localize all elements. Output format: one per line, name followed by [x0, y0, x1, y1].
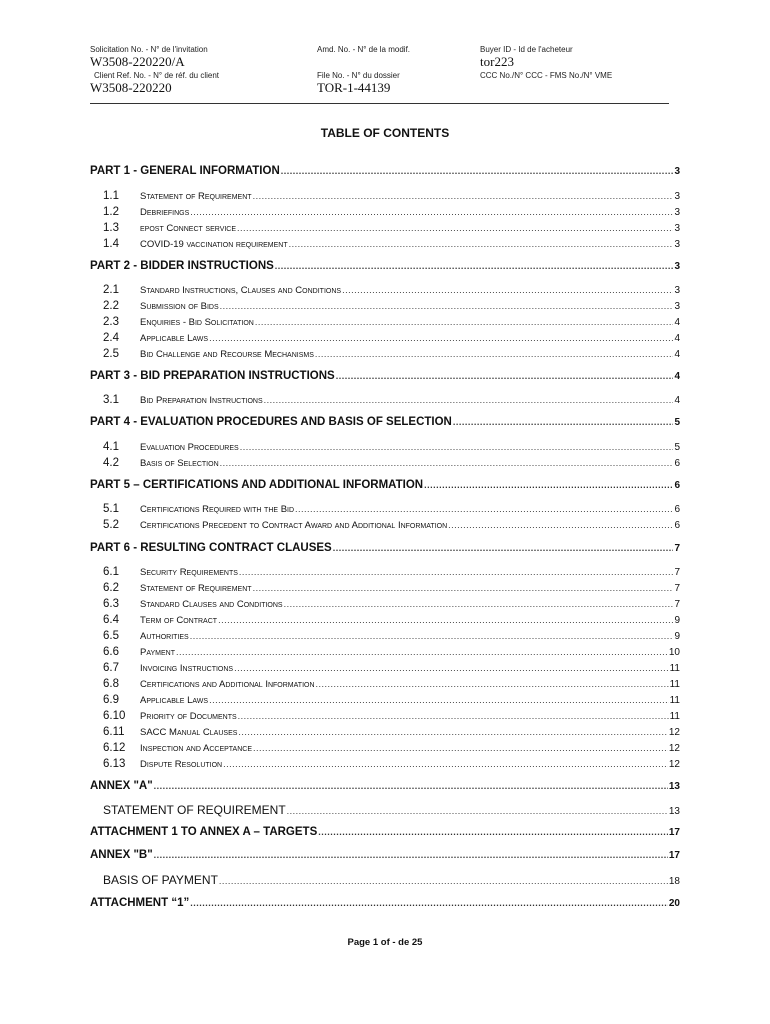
toc-entry-title: Priority of Documents: [140, 711, 237, 722]
buyer-id: tor223: [480, 54, 514, 69]
toc-entry-title: Certifications Required with the Bid: [140, 504, 295, 515]
toc-entry-title: PART 4 - EVALUATION PROCEDURES AND BASIS OF SELECTION: [90, 416, 452, 428]
toc-leader-dots: [154, 850, 668, 860]
toc-entry-number: 1.4: [103, 238, 119, 250]
toc-entry-title: Statement of Requirement: [140, 583, 252, 594]
toc-entry-title: Basis of Selection: [140, 458, 219, 469]
toc-leader-dots: [453, 417, 674, 427]
toc-entry-title: Dispute Resolution: [140, 759, 223, 770]
toc-entry-page: 3: [674, 207, 680, 218]
toc-leader-dots: [424, 480, 673, 490]
toc-entry-number: 5.1: [103, 503, 119, 515]
toc-entry-number: 6.5: [103, 630, 119, 642]
toc-leader-dots: [209, 333, 673, 343]
toc-entry-page: 17: [668, 850, 680, 861]
toc-entry-page: 4: [674, 317, 680, 328]
toc-entry[interactable]: [90, 479, 680, 491]
toc-entry-number: 5.2: [103, 519, 119, 531]
toc-entry-title: Applicable Laws: [140, 333, 209, 344]
toc-entry-number: 1.3: [103, 222, 119, 234]
toc-entry-page: 12: [668, 759, 680, 770]
toc-entry-title: PART 5 – CERTIFICATIONS AND ADDITIONAL INFORMATION: [90, 479, 424, 491]
toc-entry-page: 4: [674, 333, 680, 344]
toc-entry-page: 6: [674, 458, 680, 469]
solicitation-label: Solicitation No. - N° de l'invitation: [90, 45, 208, 54]
toc-leader-dots: [275, 261, 674, 271]
amendment-block: [317, 45, 410, 54]
toc-entry-title: Bid Challenge and Recourse Mechanisms: [140, 349, 314, 360]
toc-entry-title: Debriefings: [140, 207, 190, 218]
toc-entry[interactable]: [90, 457, 680, 469]
client-ref-value-block: [90, 80, 172, 96]
toc-entry-page: 4: [674, 371, 680, 382]
toc-entry[interactable]: [90, 662, 680, 674]
toc-leader-dots: [253, 743, 668, 753]
solicitation-number: W3508-220220/A: [90, 54, 185, 69]
toc-entry[interactable]: [90, 826, 680, 838]
toc-entry-number: 2.2: [103, 300, 119, 312]
toc-entry-number: 6.13: [103, 758, 126, 770]
toc-leader-dots: [239, 567, 674, 577]
toc-entry-title: ANNEX "A": [90, 780, 153, 792]
header-divider: [90, 103, 669, 104]
toc-entry-title: Invoicing Instructions: [140, 663, 234, 674]
toc-entry-page: 7: [674, 583, 680, 594]
toc-leader-dots: [176, 647, 668, 657]
toc-leader-dots: [333, 543, 674, 553]
toc-entry-title: epost Connect service: [140, 223, 237, 234]
toc-entry-number: 6.12: [103, 742, 126, 754]
toc-leader-dots: [264, 395, 674, 405]
toc-entry-number: 6.6: [103, 646, 119, 658]
toc-entry[interactable]: [90, 678, 680, 690]
toc-entry[interactable]: [90, 316, 680, 328]
toc-entry-title: Applicable Laws: [140, 695, 209, 706]
toc-entry-title: PART 6 - RESULTING CONTRACT CLAUSES: [90, 542, 332, 554]
toc-entry-page: 3: [674, 166, 680, 177]
toc-leader-dots: [218, 615, 673, 625]
toc-entry[interactable]: [90, 566, 680, 578]
toc-entry-number: 6.2: [103, 582, 119, 594]
toc-entry-page: 4: [674, 395, 680, 406]
toc-entry-number: 2.3: [103, 316, 119, 328]
toc-entry-number: 2.5: [103, 348, 119, 360]
toc-entry-number: 6.4: [103, 614, 119, 626]
toc-entry-title: COVID-19 vaccination requirement: [140, 239, 288, 250]
toc-entry[interactable]: [90, 416, 680, 428]
ccc-block: [480, 71, 612, 80]
toc-entry-number: 2.4: [103, 332, 119, 344]
toc-entry-title: PART 2 - BIDDER INSTRUCTIONS: [90, 260, 274, 272]
toc-entry[interactable]: [90, 582, 680, 594]
toc-leader-dots: [255, 317, 674, 327]
toc-entry[interactable]: [90, 694, 680, 706]
toc-entry[interactable]: [90, 190, 680, 202]
toc-entry[interactable]: [90, 348, 680, 360]
toc-leader-dots: [295, 504, 673, 514]
toc-leader-dots: [289, 239, 674, 249]
toc-entry-number: 6.11: [103, 726, 125, 738]
file-block: [317, 71, 400, 96]
toc-entry-number: 6.9: [103, 694, 119, 706]
toc-leader-dots: [190, 631, 674, 641]
toc-entry-title: Payment: [140, 647, 175, 658]
toc-leader-dots: [219, 876, 668, 886]
toc-entry-page: 6: [674, 504, 680, 515]
toc-leader-dots: [190, 207, 673, 217]
toc-leader-dots: [318, 827, 668, 837]
toc-entry[interactable]: [90, 710, 680, 722]
toc-entry-page: 6: [674, 520, 680, 531]
toc-leader-dots: [238, 711, 669, 721]
toc-entry-title: Enquiries - Bid Solicitation: [140, 317, 254, 328]
toc-entry-number: 1.1: [103, 190, 119, 202]
toc-entry-page: 4: [674, 349, 680, 360]
toc-entry[interactable]: [90, 222, 680, 234]
toc-entry-page: 6: [674, 480, 680, 491]
toc-entry-page: 5: [674, 417, 680, 428]
client-ref-number: W3508-220220: [90, 80, 172, 95]
toc-entry[interactable]: [90, 260, 680, 272]
toc-leader-dots: [287, 806, 668, 816]
ccc-label: CCC No./N° CCC - FMS No./N° VME: [480, 71, 613, 80]
toc-entry-title: Certifications and Additional Information: [140, 679, 315, 690]
toc-entry[interactable]: [90, 284, 680, 296]
toc-leader-dots: [336, 371, 674, 381]
toc-entry-page: 13: [668, 806, 680, 817]
toc-entry[interactable]: [90, 758, 680, 770]
toc-entry[interactable]: [90, 803, 680, 817]
toc-leader-dots: [342, 285, 673, 295]
page-number: Page 1 of - de 25: [347, 937, 423, 948]
toc-entry-number: 6.7: [103, 662, 119, 674]
buyer-label: Buyer ID - Id de l'acheteur: [480, 45, 573, 54]
toc-entry[interactable]: [90, 780, 680, 792]
toc-entry[interactable]: [90, 849, 680, 861]
toc-entry-page: 9: [674, 615, 680, 626]
toc-entry[interactable]: [90, 332, 680, 344]
toc-entry-page: 11: [669, 679, 680, 690]
toc-entry[interactable]: [90, 742, 680, 754]
toc-title: TABLE OF CONTENTS: [320, 126, 450, 140]
toc-entry-title: PART 3 - BID PREPARATION INSTRUCTIONS: [90, 370, 335, 382]
toc-leader-dots: [237, 223, 673, 233]
toc-entry-page: 11: [669, 711, 680, 722]
toc-entry[interactable]: [90, 646, 680, 658]
file-number: TOR-1-44139: [317, 80, 391, 95]
buyer-block: [480, 45, 573, 70]
toc-entry[interactable]: [90, 370, 680, 382]
toc-entry-title: ATTACHMENT 1 TO ANNEX A – TARGETS: [90, 826, 318, 838]
client-ref-label: Client Ref. No. - N° de réf. du client: [94, 71, 220, 80]
toc-entry-title: Inspection and Acceptance: [140, 743, 253, 754]
toc-entry[interactable]: [90, 165, 680, 177]
toc-entry-page: 3: [674, 223, 680, 234]
toc-entry-title: Statement of Requirement: [140, 191, 252, 202]
toc-entry-title: PART 1 - GENERAL INFORMATION: [90, 165, 280, 177]
toc-entry-page: 17: [668, 827, 680, 838]
toc-entry-page: 3: [674, 239, 680, 250]
toc-entry-page: 13: [668, 781, 680, 792]
toc-leader-dots: [240, 442, 674, 452]
toc-entry[interactable]: [90, 614, 680, 626]
toc-entry-page: 5: [674, 442, 680, 453]
toc-leader-dots: [448, 520, 673, 530]
file-label: File No. - N° du dossier: [317, 71, 400, 80]
toc-entry-number: 6.10: [103, 710, 126, 722]
toc-entry-page: 18: [668, 876, 680, 887]
toc-entry[interactable]: [90, 519, 680, 531]
client-ref-block: [94, 71, 219, 80]
amendment-label: Amd. No. - N° de la modif.: [317, 45, 411, 54]
toc-entry-title: Submission of Bids: [140, 301, 219, 312]
toc-entry[interactable]: [90, 206, 680, 218]
toc-leader-dots: [253, 191, 674, 201]
toc-entry[interactable]: [90, 726, 680, 738]
toc-leader-dots: [223, 759, 668, 769]
toc-leader-dots: [238, 727, 667, 737]
toc-entry[interactable]: [90, 238, 680, 250]
toc-entry-page: 11: [669, 695, 680, 706]
toc-entry[interactable]: [90, 503, 680, 515]
toc-entry-title: Certifications Precedent to Contract Award and Additional Information: [140, 520, 448, 531]
toc-entry-title: Bid Preparation Instructions: [140, 395, 263, 406]
toc-entry-title: Standard Clauses and Conditions: [140, 599, 283, 610]
toc-entry[interactable]: [90, 441, 680, 453]
toc-leader-dots: [209, 695, 669, 705]
toc-leader-dots: [284, 599, 674, 609]
toc-entry-page: 3: [674, 261, 680, 272]
toc-entry-title: Term of Contract: [140, 615, 218, 626]
toc-entry-page: 12: [668, 727, 680, 738]
solicitation-block: [90, 45, 208, 70]
toc-entry-title: ANNEX "B": [90, 849, 153, 861]
toc-entry-number: 4.2: [103, 457, 119, 469]
toc-entry-page: 20: [668, 898, 680, 909]
toc-entry-number: 6.3: [103, 598, 119, 610]
toc-entry-page: 3: [674, 191, 680, 202]
toc-leader-dots: [234, 663, 669, 673]
toc-entry-page: 7: [674, 599, 680, 610]
toc-entry-title: BASIS OF PAYMENT: [103, 873, 218, 887]
toc-entry[interactable]: [90, 394, 680, 406]
toc-entry-title: Evaluation Procedures: [140, 442, 239, 453]
toc-entry[interactable]: [90, 542, 680, 554]
toc-entry-title: Security Requirements: [140, 567, 238, 578]
toc-leader-dots: [154, 781, 668, 791]
toc-entry-number: 6.1: [103, 566, 119, 578]
toc-leader-dots: [220, 301, 674, 311]
toc-leader-dots: [190, 898, 668, 908]
toc-entry-page: 12: [668, 743, 680, 754]
toc-leader-dots: [220, 458, 674, 468]
toc-entry-number: 4.1: [103, 441, 119, 453]
toc-entry[interactable]: [90, 630, 680, 642]
toc-entry-page: 11: [669, 663, 680, 674]
toc-entry-page: 7: [674, 543, 680, 554]
toc-leader-dots: [316, 679, 669, 689]
toc-entry[interactable]: [90, 300, 680, 312]
toc-entry[interactable]: [90, 897, 680, 909]
toc-entry-page: 10: [668, 647, 680, 658]
toc-leader-dots: [253, 583, 674, 593]
toc-entry-title: Standard Instructions, Clauses and Conditions: [140, 285, 342, 296]
toc-leader-dots: [315, 349, 674, 359]
toc-entry-title: SACC Manual Clauses: [140, 727, 238, 738]
toc-entry-page: 3: [674, 285, 680, 296]
toc-entry-page: 7: [674, 567, 680, 578]
toc-entry-title: STATEMENT OF REQUIREMENT: [103, 803, 286, 817]
toc-leader-dots: [281, 166, 674, 176]
toc-entry-number: 1.2: [103, 206, 119, 218]
toc-entry-title: Authorities: [140, 631, 189, 642]
toc-entry-page: 3: [674, 301, 680, 312]
toc-entry[interactable]: [90, 598, 680, 610]
toc-entry-title: ATTACHMENT “1”: [90, 897, 190, 909]
toc-entry-number: 3.1: [103, 394, 119, 406]
toc-entry-page: 9: [674, 631, 680, 642]
toc-entry-number: 2.1: [103, 284, 119, 296]
toc-entry[interactable]: [90, 873, 680, 887]
toc-entry-number: 6.8: [103, 678, 119, 690]
